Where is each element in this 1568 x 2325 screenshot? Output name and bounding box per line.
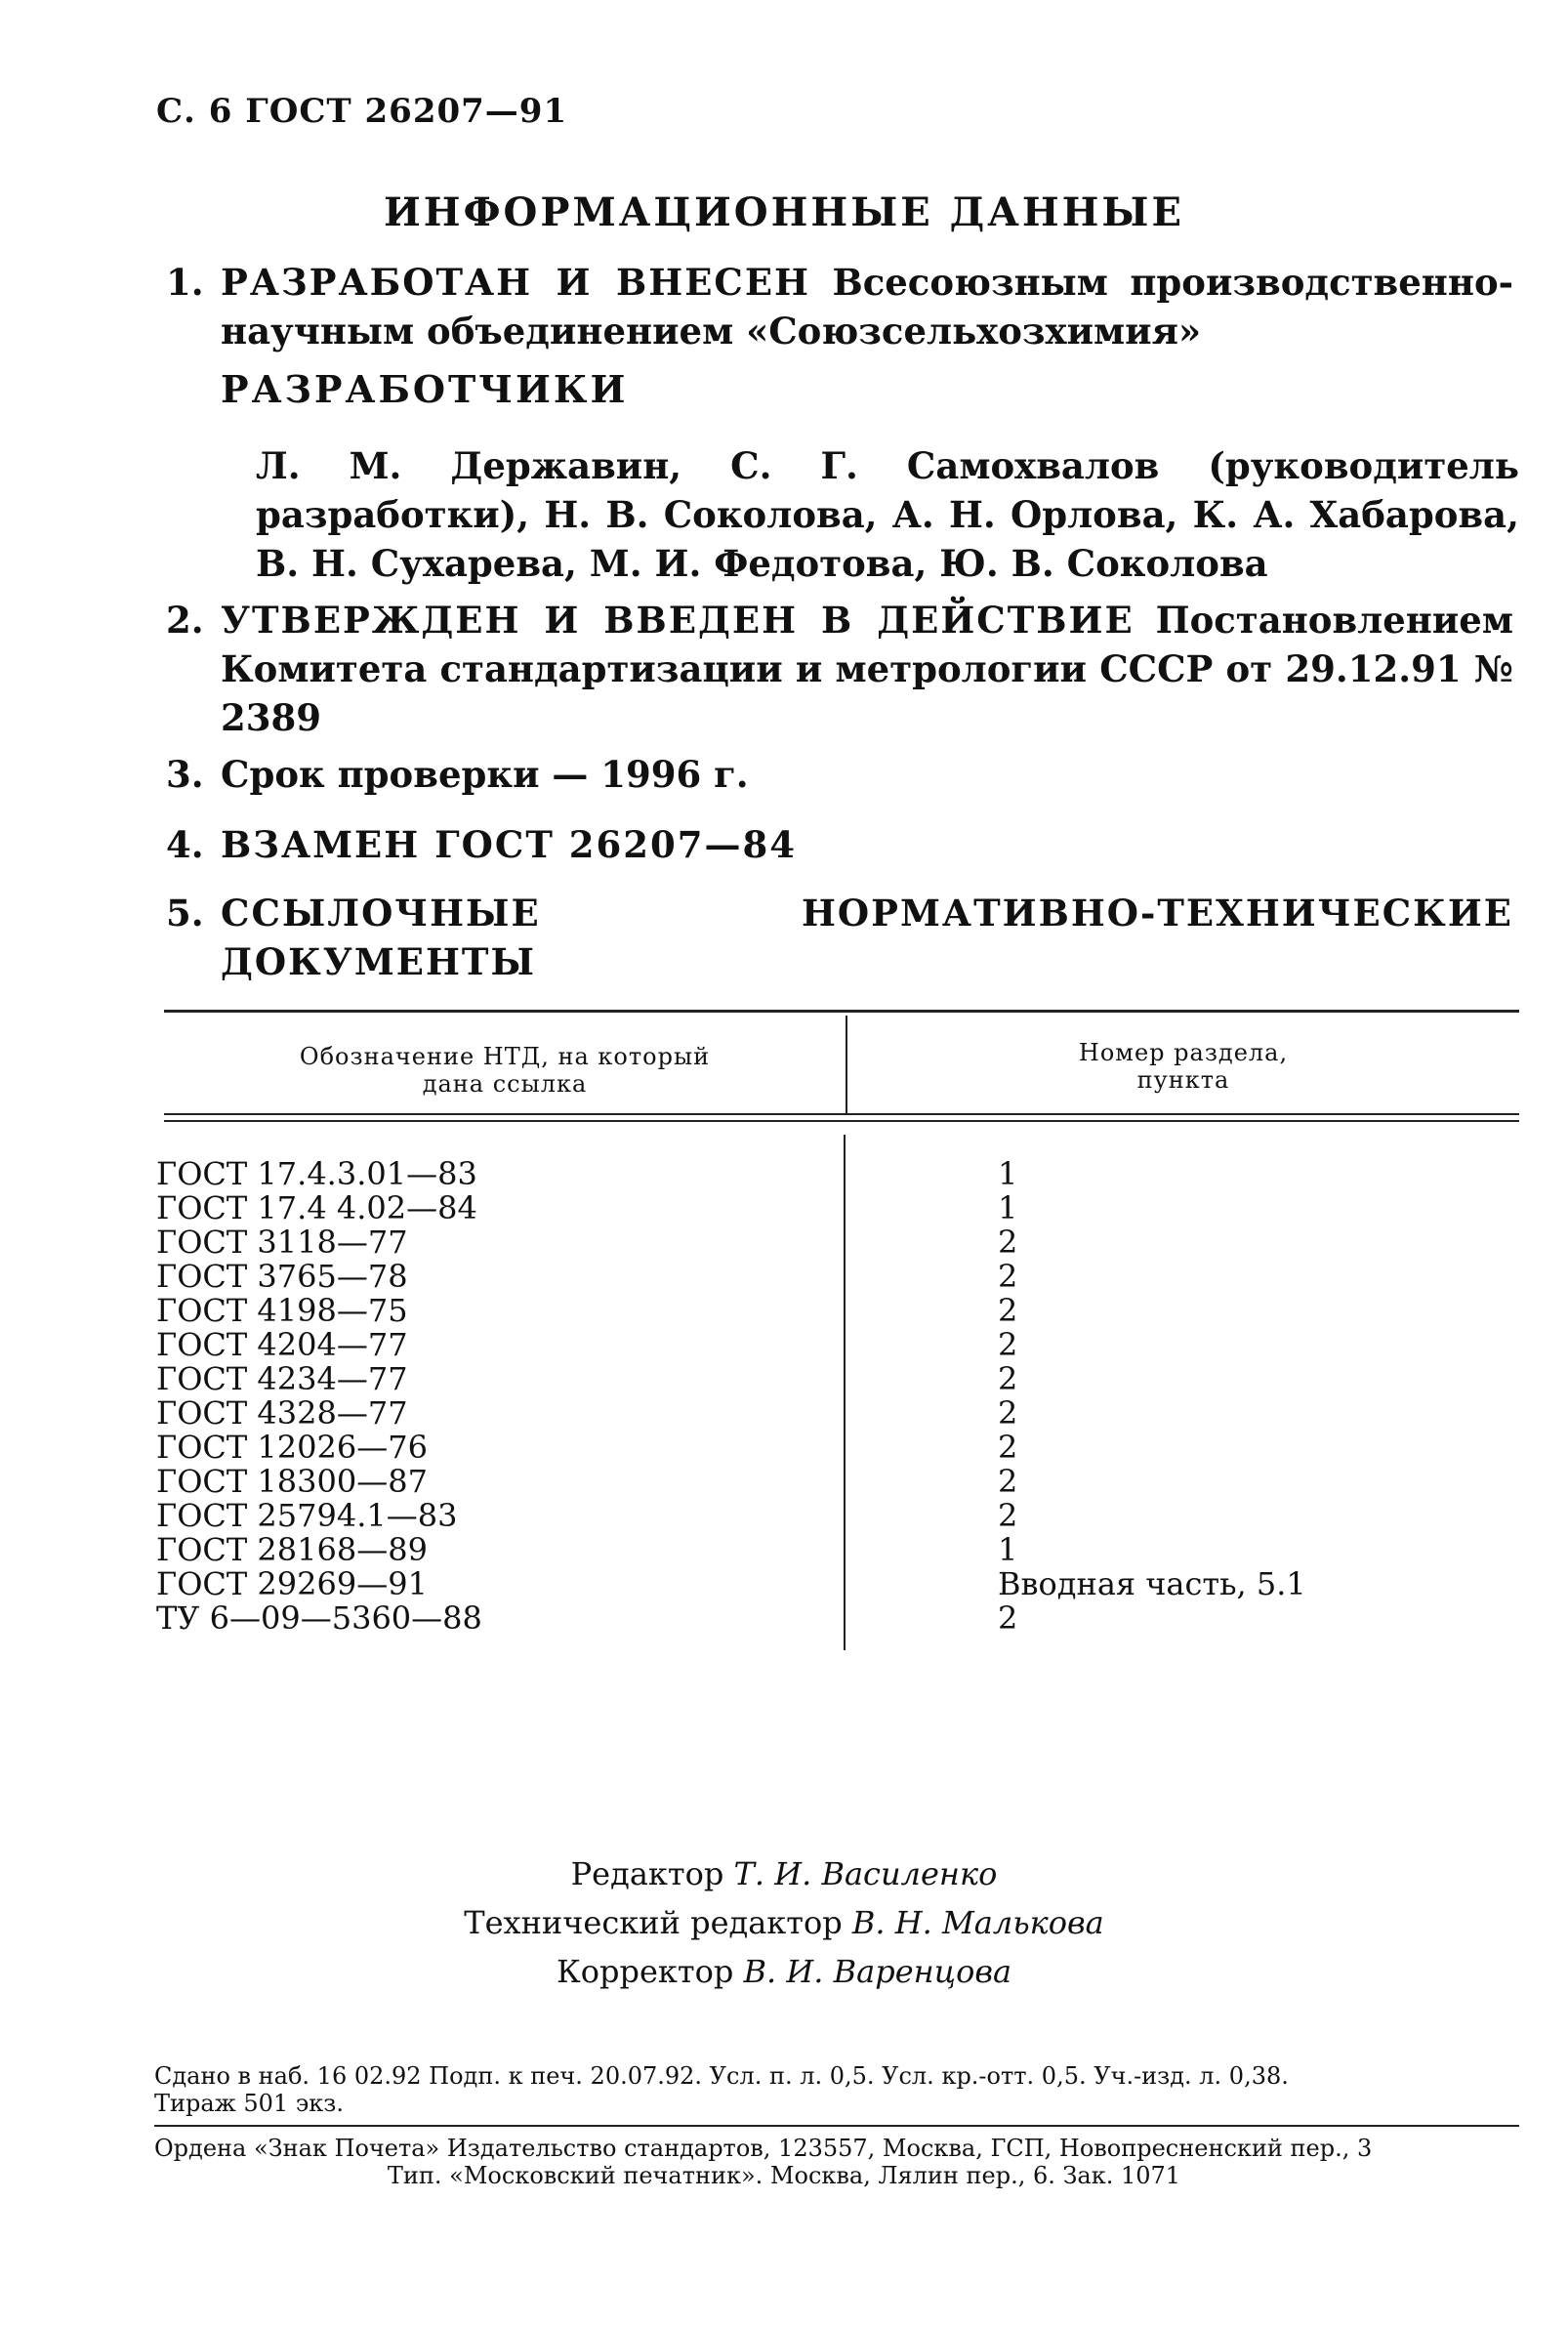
table-cell-ref: 2 [998, 1463, 1018, 1500]
table-body-divider [844, 1135, 846, 1650]
item-caps: ВЗАМЕН ГОСТ 26207—84 [221, 823, 797, 866]
col1-header: Обозначение НТД, на который дана ссылка [299, 1043, 711, 1098]
table-cell-ref: 2 [998, 1394, 1018, 1432]
table-col-doc [156, 1157, 482, 1636]
table-cell-ref: Вводная часть, 5.1 [998, 1565, 1306, 1602]
developers-heading: РАЗРАБОТЧИКИ [221, 367, 629, 411]
imprint-line-2: Тираж 501 экз. [154, 2090, 344, 2117]
imprint-rule [154, 2125, 1519, 2127]
imprint-line-3: Ордена «Знак Почета» Издательство стандартов, 123557, Москва, ГСП, Новопресненский пер., 3 [154, 2135, 1373, 2162]
header-double-rule-bottom [164, 1120, 1519, 1122]
table-cell-ref: 1 [998, 1531, 1018, 1568]
table-cell-ref: 2 [998, 1224, 1018, 1261]
table-cell-doc: ТУ 6—09—5360—88 [156, 1599, 482, 1637]
item-text: Всесоюзным производственно-научным объединением «Союзсельхозхимия» [221, 261, 1513, 353]
table-cell-ref: 2 [998, 1326, 1018, 1363]
table-cell-ref: 1 [998, 1155, 1018, 1192]
table-cell-doc: ГОСТ 17.4.3.01—83 [156, 1155, 477, 1192]
table-cell-doc: ГОСТ 4328—77 [156, 1394, 408, 1432]
credit-editor: Редактор Т. И. Василенко [570, 1855, 998, 1892]
imprint-line-4: Тип. «Московский печатник». Москва, Лялин пер., 6. Зак. 1071 [387, 2162, 1181, 2189]
table-cell-doc: ГОСТ 17.4 4.02—84 [156, 1189, 477, 1226]
info-item-4 [166, 820, 1513, 869]
page-header: С. 6 ГОСТ 26207—91 [156, 92, 568, 131]
col2-header: Номер раздела, пункта [1078, 1039, 1289, 1094]
item-number: 4. [166, 823, 204, 866]
info-item-3 [166, 750, 1513, 799]
item-caps: ССЫЛОЧНЫЕ НОРМАТИВНО-ТЕХНИЧЕСКИЕ ДОКУМЕНТЫ [221, 892, 1513, 983]
table-cell-doc: ГОСТ 25794.1—83 [156, 1497, 458, 1534]
table-cell-doc: ГОСТ 3118—77 [156, 1224, 408, 1261]
info-item-2 [166, 596, 1513, 742]
info-item-5 [166, 889, 1513, 986]
item-number: 3. [166, 753, 204, 796]
credit-proofreader: Корректор В. И. Варенцова [556, 1953, 1012, 1990]
header-double-rule-top [164, 1113, 1519, 1115]
developers-names: Л. М. Державин, С. Г. Самохвалов (руководитель разработки), Н. В. Соколова, А. Н. Орлова, К. А. Хабарова, В. Н. Сухарева, М. И. Федотова, Ю. В. Соколова [256, 444, 1519, 585]
info-item-1 [166, 258, 1513, 355]
table-cell-ref: 1 [998, 1189, 1018, 1226]
table-cell-doc: ГОСТ 4234—77 [156, 1360, 408, 1397]
item-number: 1. [166, 261, 204, 304]
table-cell-doc: ГОСТ 4198—75 [156, 1292, 408, 1329]
table-cell-doc: ГОСТ 4204—77 [156, 1326, 408, 1363]
item-number: 2. [166, 599, 204, 642]
table-top-rule [164, 1010, 1519, 1013]
item-text: Срок проверки — 1996 г. [221, 753, 749, 796]
item-text: Постановлением Комитета стандартизации и метрологии СССР от 29.12.91 № 2389 [221, 599, 1513, 739]
item-number: 5. [166, 892, 204, 934]
table-cell-ref: 2 [998, 1360, 1018, 1397]
table-cell-ref: 2 [998, 1292, 1018, 1329]
table-cell-doc: ГОСТ 18300—87 [156, 1463, 428, 1500]
table-cell-doc: ГОСТ 12026—76 [156, 1429, 428, 1466]
item-caps: РАЗРАБОТАН И ВНЕСЕН [221, 261, 810, 304]
table-cell-doc: ГОСТ 28168—89 [156, 1531, 428, 1568]
table-cell-doc: ГОСТ 29269—91 [156, 1565, 428, 1602]
table-cell-ref: 2 [998, 1497, 1018, 1534]
table-cell-ref: 2 [998, 1258, 1018, 1295]
table-cell-ref: 2 [998, 1599, 1018, 1637]
document-title: ИНФОРМАЦИОННЫЕ ДАННЫЕ [384, 189, 1184, 235]
table-cell-ref: 2 [998, 1429, 1018, 1466]
table-col-ref [998, 1157, 1306, 1636]
item-caps: УТВЕРЖДЕН И ВВЕДЕН В ДЕЙСТВИЕ [221, 599, 1135, 642]
table-cell-doc: ГОСТ 3765—78 [156, 1258, 408, 1295]
credit-tech-editor: Технический редактор В. Н. Малькова [464, 1904, 1104, 1941]
imprint-line-1: Сдано в наб. 16 02.92 Подп. к печ. 20.07.92. Усл. п. л. 0,5. Усл. кр.-отт. 0,5. Уч.-изд. л. 0,38. [154, 2062, 1289, 2090]
